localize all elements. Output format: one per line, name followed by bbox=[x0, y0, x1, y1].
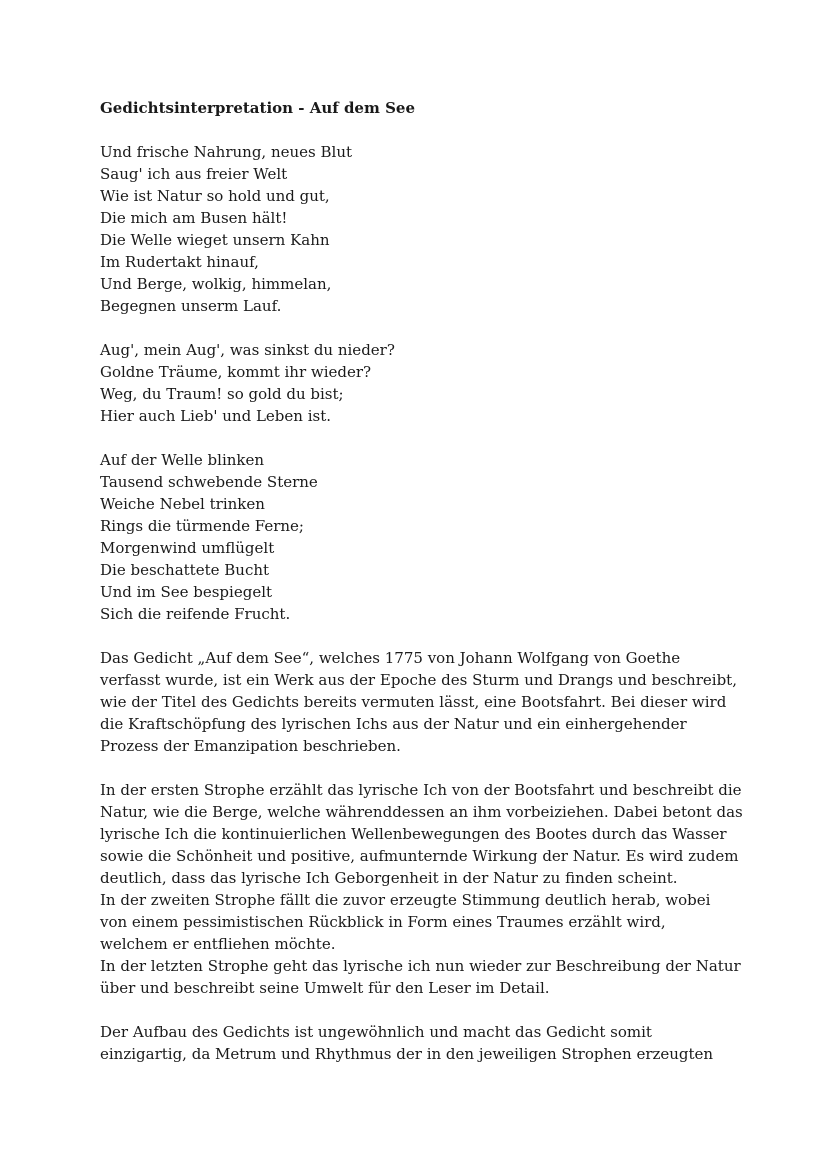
poem-line: Weiche Nebel trinken bbox=[100, 495, 265, 513]
text-line: deutlich, dass das lyrische Ich Geborgenheit in der Natur zu finden scheint. bbox=[100, 869, 678, 887]
poem-line: Die beschattete Bucht bbox=[100, 561, 270, 579]
text-line: Das Gedicht „Auf dem See“, welches 1775 von Johann Wolfgang von Goethe bbox=[100, 649, 681, 667]
document-title: Gedichtsinterpretation - Auf dem See bbox=[100, 99, 415, 117]
poem-line: Aug', mein Aug', was sinkst du nieder? bbox=[100, 341, 395, 359]
analysis bbox=[100, 647, 743, 1065]
poem-line: Saug' ich aus freier Welt bbox=[100, 165, 288, 183]
poem-line: Goldne Träume, kommt ihr wieder? bbox=[100, 363, 372, 381]
text-line: über und beschreibt seine Umwelt für den Leser im Detail. bbox=[100, 979, 550, 997]
text-line: welchem er entfliehen möchte. bbox=[100, 935, 336, 953]
poem-line: Begegnen unserm Lauf. bbox=[100, 297, 282, 315]
poem-line: Tausend schwebende Sterne bbox=[100, 473, 318, 491]
analysis-paragraph-content bbox=[100, 779, 743, 999]
text-line: die Kraftschöpfung des lyrischen Ichs aus der Natur und ein einhergehender bbox=[100, 715, 687, 733]
poem-line: Rings die türmende Ferne; bbox=[100, 517, 304, 535]
text-line: In der letzten Strophe geht das lyrische ich nun wieder zur Beschreibung der Natur bbox=[100, 957, 741, 975]
text-line: Prozess der Emanzipation beschrieben. bbox=[100, 737, 401, 755]
poem-line: Und Berge, wolkig, himmelan, bbox=[100, 275, 332, 293]
poem-line: Hier auch Lieb' und Leben ist. bbox=[100, 407, 331, 425]
poem-stanza-2 bbox=[100, 339, 740, 427]
text-line: einzigartig, da Metrum und Rhythmus der in den jeweiligen Strophen erzeugten bbox=[100, 1045, 714, 1063]
poem-line: Und frische Nahrung, neues Blut bbox=[100, 143, 353, 161]
poem bbox=[100, 141, 740, 625]
poem-line: Sich die reifende Frucht. bbox=[100, 605, 291, 623]
analysis-paragraph-intro bbox=[100, 647, 740, 757]
document-page bbox=[100, 97, 743, 1087]
text-line: Der Aufbau des Gedichts ist ungewöhnlich und macht das Gedicht somit bbox=[100, 1023, 652, 1041]
text-line: wie der Titel des Gedichts bereits vermuten lässt, eine Bootsfahrt. Bei dieser wird bbox=[100, 693, 727, 711]
poem-stanza-3 bbox=[100, 449, 740, 625]
poem-line: Die Welle wieget unsern Kahn bbox=[100, 231, 330, 249]
poem-line: Morgenwind umflügelt bbox=[100, 539, 275, 557]
poem-line: Wie ist Natur so hold und gut, bbox=[100, 187, 330, 205]
poem-line: Auf der Welle blinken bbox=[100, 451, 265, 469]
text-line: In der zweiten Strophe fällt die zuvor erzeugte Stimmung deutlich herab, wobei bbox=[100, 891, 711, 909]
text-line: Natur, wie die Berge, welche währenddessen an ihm vorbeiziehen. Dabei betont das bbox=[100, 803, 743, 821]
poem-line: Und im See bespiegelt bbox=[100, 583, 273, 601]
poem-line: Weg, du Traum! so gold du bist; bbox=[100, 385, 344, 403]
text-line: von einem pessimistischen Rückblick in Form eines Traumes erzählt wird, bbox=[100, 913, 666, 931]
text-line: verfasst wurde, ist ein Werk aus der Epoche des Sturm und Drangs und beschreibt, bbox=[100, 671, 737, 689]
text-line: sowie die Schönheit und positive, aufmunternde Wirkung der Natur. Es wird zudem bbox=[100, 847, 739, 865]
text-line: lyrische Ich die kontinuierlichen Wellenbewegungen des Bootes durch das Wasser bbox=[100, 825, 727, 843]
poem-stanza-1 bbox=[100, 141, 740, 317]
poem-line: Im Rudertakt hinauf, bbox=[100, 253, 259, 271]
analysis-paragraph-structure bbox=[100, 1021, 740, 1065]
text-line: In der ersten Strophe erzählt das lyrische Ich von der Bootsfahrt und beschreibt die bbox=[100, 781, 742, 799]
poem-line: Die mich am Busen hält! bbox=[100, 209, 288, 227]
